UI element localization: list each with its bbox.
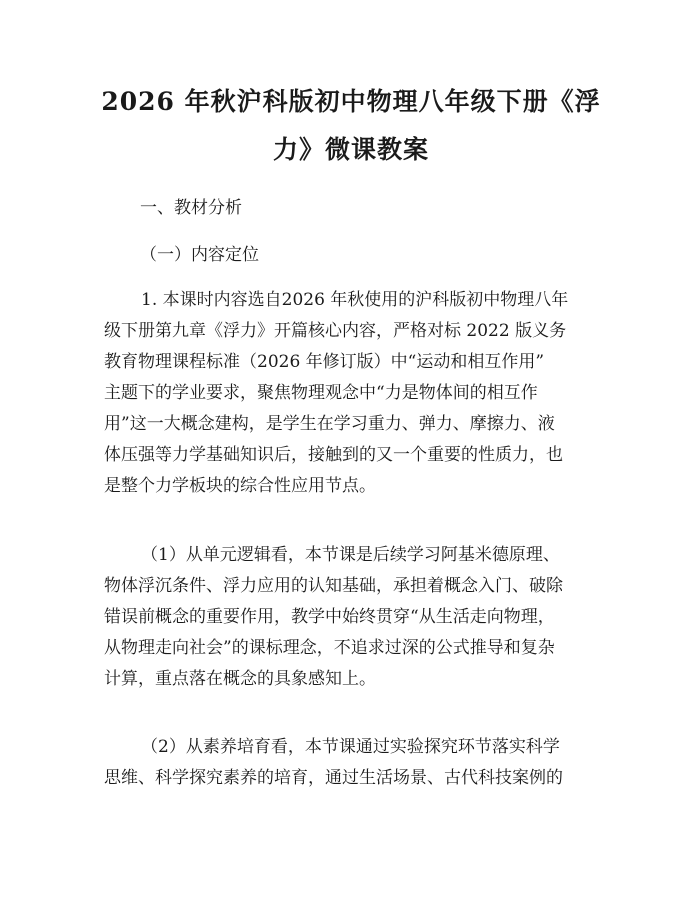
paragraph-line: （1）从单元逻辑看，本节课是后续学习阿基米德原理、	[141, 545, 560, 565]
paragraph-line: 级下册第九章《浮力》开篇核心内容，严格对标 2022 版义务	[104, 321, 567, 341]
document-title	[96, 78, 606, 174]
paragraph-line: （2）从素养培育看，本节课通过实验探究环节落实科学	[141, 737, 560, 757]
paragraph-literacy-cultivation	[104, 732, 604, 794]
paragraph-line: 体压强等力学基础知识后，接触到的又一个重要的性质力，也	[104, 445, 563, 465]
paragraph-line: 教育物理课程标准（2026 年修订版）中“运动和相互作用”	[104, 352, 545, 372]
title-line-2: 力》微课教案	[272, 135, 429, 164]
subsection-heading: （一）内容定位	[140, 245, 259, 265]
title-line-1: 2026 年秋沪科版初中物理八年级下册《浮	[101, 87, 601, 116]
paragraph-line: 计算，重点落在概念的具象感知上。	[104, 669, 376, 689]
paragraph-line: 错误前概念的重要作用，教学中始终贯穿“从生活走向物理，	[104, 607, 555, 627]
section-heading: 一、教材分析	[140, 198, 242, 218]
paragraph-content-positioning	[104, 285, 604, 502]
paragraph-line: 主题下的学业要求，聚焦物理观念中“力是物体间的相互作	[104, 383, 538, 403]
paragraph-unit-logic	[104, 540, 604, 695]
paragraph-line: 从物理走向社会”的课标理念，不追求过深的公式推导和复杂	[104, 638, 555, 658]
paragraph-line: 物体浮沉条件、浮力应用的认知基础，承担着概念入门、破除	[104, 576, 563, 596]
paragraph-line: 是整个力学板块的综合性应用节点。	[104, 476, 376, 496]
paragraph-line: 1. 本课时内容选自2026 年秋使用的沪科版初中物理八年	[141, 290, 569, 310]
paragraph-line: 用”这一大概念建构，是学生在学习重力、弹力、摩擦力、液	[104, 414, 555, 434]
paragraph-line: 思维、科学探究素养的培育，通过生活场景、古代科技案例的	[104, 768, 563, 788]
